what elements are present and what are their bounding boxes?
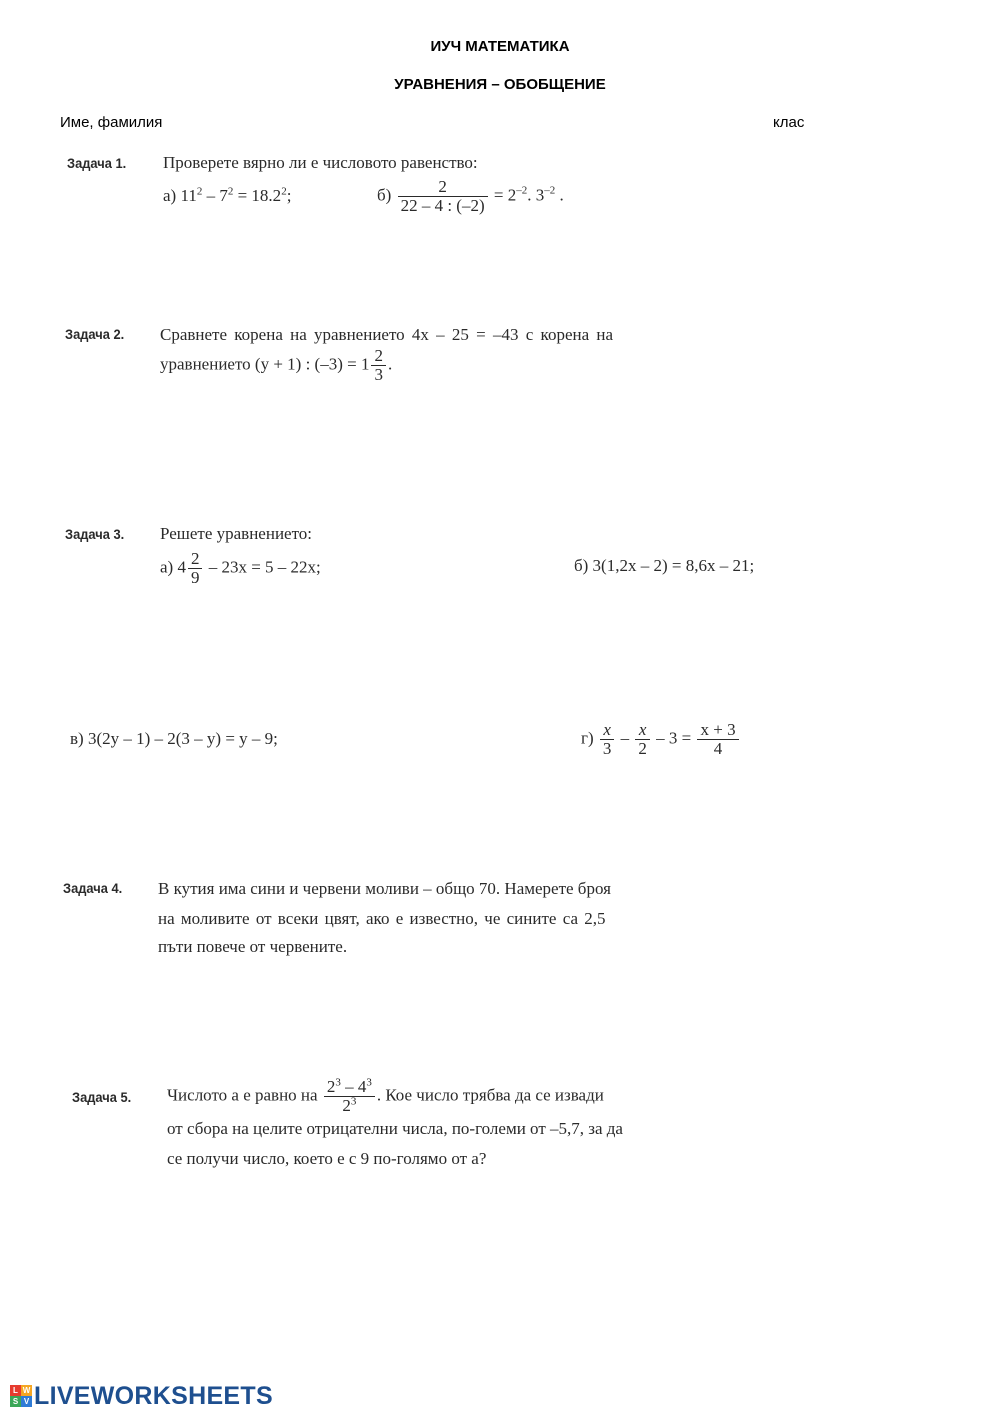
task-1-label: Задача 1. <box>67 155 127 171</box>
task-2-mixed-fraction <box>371 347 386 384</box>
task-3-label: Задача 3. <box>65 526 125 542</box>
logo-brand-text: LIVEWORKSHEETS <box>34 1381 273 1410</box>
task-3-g-fraction-2 <box>635 721 650 758</box>
name-label: Име, фамилия <box>60 114 163 131</box>
logo-tile: W <box>22 1386 31 1395</box>
task-1-b-numerator: 2 <box>398 178 488 197</box>
task-5-line-3: се получи число, което е с 9 по-голямо от a? <box>167 1149 487 1168</box>
task-1-b-prefix: б) <box>377 185 392 205</box>
task-5-label: Задача 5. <box>72 1089 132 1105</box>
task-4-line-2: на моливите от всеки цвят, ако е известно, че сините са 2,5 <box>158 909 606 928</box>
logo-tile: V <box>21 1396 32 1407</box>
task-3-text: Решете уравнението: <box>160 524 313 543</box>
task-3-g-fraction-3 <box>697 721 738 758</box>
task-3-a <box>160 550 321 587</box>
task-4-line-1: В кутия има сини и червени моливи – общо 70. Намерете броя <box>158 879 611 898</box>
task-3-g-fraction-1 <box>600 721 615 758</box>
task-2-fraction-numerator: 2 <box>371 347 386 366</box>
task-3-a-denominator: 9 <box>190 567 200 587</box>
task-1-b-denominator: 22 – 4 : (–2) <box>400 195 485 215</box>
task-1-b-fraction <box>398 178 488 215</box>
task-2-label: Задача 2. <box>65 326 125 342</box>
task-5-numerator: $2^3 - 4^3$ <box>324 1078 375 1097</box>
task-1-a-prefix: а) <box>163 186 177 205</box>
task-3-a-fraction <box>188 550 203 587</box>
task-3-a-whole: 4 <box>177 557 186 577</box>
task-3-a-numerator: 2 <box>188 550 203 569</box>
task-3-b: б) 3(1,2x – 2) = 8,6x – 21; <box>574 556 755 575</box>
task-3-g-denominator-2: 2 <box>638 738 647 758</box>
task-4-label: Задача 4. <box>63 880 123 896</box>
page-subject: ИУЧ МАТЕМАТИКА <box>430 38 570 55</box>
task-5-line-2: от сбора на целите отрицателни числа, по-големи от –5,7, за да <box>167 1119 623 1138</box>
task-3-g-numerator-3: x + 3 <box>697 721 738 740</box>
task-3-g-numerator-2: x <box>635 721 650 740</box>
task-2-fraction-denominator: 3 <box>374 364 383 384</box>
task-2-line-1: Сравнете корена на уравнението 4x – 25 = –43 с корена на <box>160 325 614 344</box>
task-3-g-denominator-3: 4 <box>713 738 723 758</box>
task-2-line-2-text: уравнението (y + 1) : (–3) = 1 <box>160 354 370 374</box>
logo-tile: S <box>10 1396 21 1407</box>
task-2-line-2: уравнението (y + 1) : (–3) = 1 $\frac{2}{3}$ . <box>160 346 393 384</box>
task-5-denominator: $2^3$ <box>342 1095 357 1115</box>
task-5-line-1 <box>167 1078 604 1115</box>
task-3-a-rest: – 23x = 5 – 22x; <box>208 557 321 577</box>
class-label: клас <box>773 114 805 131</box>
task-1-text: Проверете вярно ли е числовото равенство: <box>163 153 478 172</box>
task-3-g-denominator-1: 3 <box>602 738 612 758</box>
task-5-fraction <box>324 1078 375 1115</box>
liveworksheets-logo[interactable] <box>10 1381 273 1411</box>
logo-tile: L <box>10 1385 21 1396</box>
logo-tiles-icon <box>10 1385 32 1407</box>
task-1-b: б) $\frac{2}{22 - 4 : (-2)}$ = $2^{-2}$. $3^{-2}$ . <box>377 177 564 215</box>
task-1-a: а) $11^2 - 7^2 = 18.2^2$; <box>163 185 292 205</box>
task-5-line-1-a: Числото a е равно на <box>167 1085 318 1105</box>
task-3-g: г) $\frac{x}{3}$ – $\frac{x}{2}$ – 3 = $\frac{x + 3}{4}$ <box>581 721 741 758</box>
task-3-g-prefix: г) <box>581 728 594 748</box>
page-title: УРАВНЕНИЯ – ОБОБЩЕНИЕ <box>394 76 606 93</box>
task-3-a-prefix: а) <box>160 557 174 577</box>
task-4-line-3: пъти повече от червените. <box>158 937 348 956</box>
task-3-v: в) 3(2y – 1) – 2(3 – y) = y – 9; <box>70 729 278 748</box>
task-3-g-numerator-1: x <box>600 721 615 740</box>
task-5-line-1-b: . Кое число трябва да се извади <box>376 1085 604 1105</box>
